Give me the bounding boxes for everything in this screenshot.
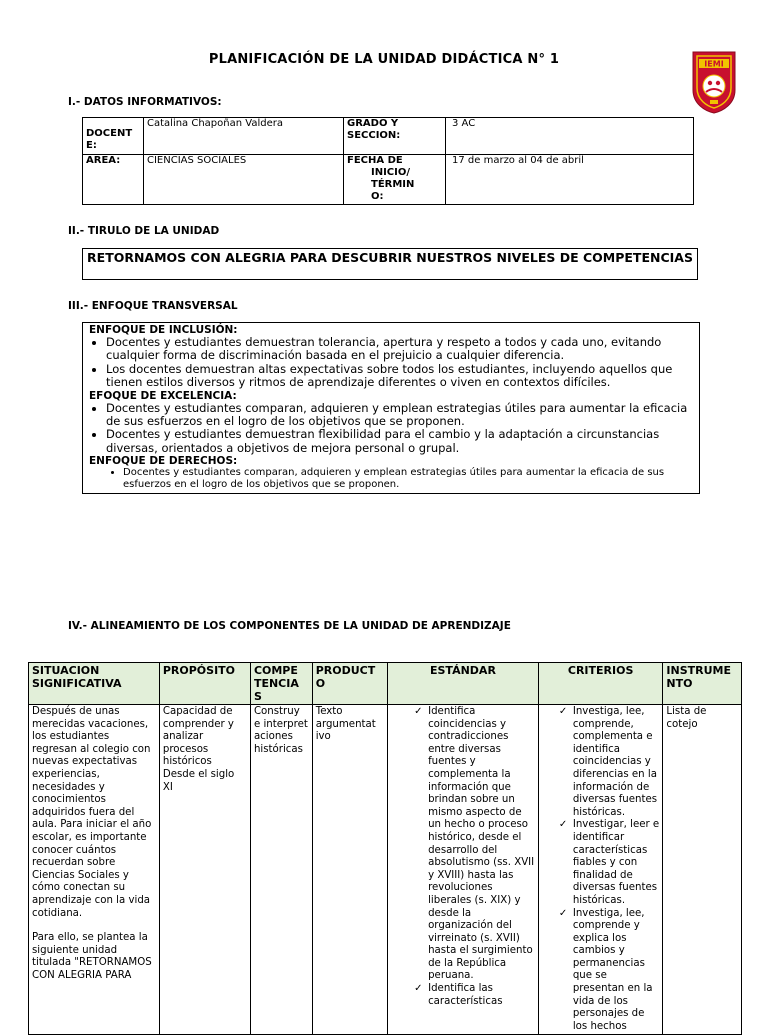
logo-text: IEMI bbox=[704, 59, 724, 69]
list-item: ✓ Investigar, leer e identificar características fiables y con finalidad de diversas fuentes históricas. bbox=[556, 819, 660, 907]
page-title: PLANIFICACIÓN DE LA UNIDAD DIDÁCTICA N° 1 bbox=[208, 52, 560, 67]
list-item: • Docentes y estudiantes demuestran flexibilidad para el cambio y la adaptación a circunstancias diversas, orientados a objetivos de mejora personal o grupal. bbox=[106, 428, 693, 455]
col-header-instrumento: INSTRUME NTO bbox=[663, 663, 742, 705]
section-heading-datos: I.- DATOS INFORMATIVOS: bbox=[68, 96, 222, 108]
enfoque-excelencia-title: EFOQUE DE EXCELENCIA: bbox=[89, 389, 237, 402]
list-item: ✓ Identifica coincidencias y contradicciones entre diversas fuentes y complementa la información que brindan sobre un mismo aspecto de un hecho o proceso histórico, desde el desarrollo del absolutismo (ss. XVII y XVIII) hasta las revoluciones liberales (s. XIX) y desde la organización del virreinato (s. XVII) hasta el surgimiento de la República peruana. bbox=[411, 706, 535, 983]
enfoque-inclusion-list bbox=[89, 336, 693, 390]
alineamiento-table bbox=[28, 662, 742, 1035]
cell-competencias: Construy e interpret aciones históricas bbox=[250, 705, 312, 1035]
section-heading-enfoque: III.- ENFOQUE TRANSVERSAL bbox=[68, 300, 238, 312]
col-header-criterios: CRITERIOS bbox=[538, 663, 663, 705]
docente-value: Catalina Chapoñan Valdera bbox=[144, 118, 344, 155]
enfoque-inclusion-title: ENFOQUE DE INCLUSIÓN: bbox=[89, 324, 238, 336]
school-crest-logo bbox=[690, 50, 738, 114]
list-item: ✓ Investiga, lee, comprende, complementa e identifica coincidencias y diferencias en la información de diversas fuentes históricas. bbox=[556, 706, 660, 819]
enfoque-excelencia-list bbox=[89, 402, 693, 456]
grado-value: 3 AC bbox=[446, 118, 694, 155]
col-header-estandar: ESTÁNDAR bbox=[388, 663, 539, 705]
fecha-value: 17 de marzo al 04 de abril bbox=[446, 155, 694, 205]
fecha-label: FECHA DE INICIO/ TÉRMIN O: bbox=[344, 155, 446, 205]
table-row bbox=[29, 705, 742, 1035]
enfoque-derechos-list bbox=[89, 467, 693, 490]
docente-label: DOCENT E: bbox=[83, 118, 144, 155]
cell-producto: Texto argumentat ivo bbox=[312, 705, 387, 1035]
col-header-proposito: PROPÓSITO bbox=[159, 663, 250, 705]
table-header-row bbox=[29, 663, 742, 705]
list-item: • Docentes y estudiantes demuestran tolerancia, apertura y respeto a todos y cada uno, evitando cualquier forma de discriminación basada en el prejuicio a cualquier diferencia. bbox=[106, 336, 693, 363]
list-item: ✓ Identifica las características bbox=[411, 983, 535, 1008]
col-header-competencias: COMPE TENCIA S bbox=[250, 663, 312, 705]
cell-criterios bbox=[538, 705, 663, 1035]
cell-estandar bbox=[388, 705, 539, 1035]
col-header-situacion: SITUACION SIGNIFICATIVA bbox=[29, 663, 160, 705]
list-item: ✓ Investiga, lee, comprende y explica los cambios y permanencias que se presentan en la vida de los personajes de los hechos bbox=[556, 908, 660, 1034]
cell-proposito: Capacidad de comprender y analizar procesos históricos Desde el siglo XI bbox=[159, 705, 250, 1035]
cell-situacion: Después de unas merecidas vacaciones, los estudiantes regresan al colegio con nuevas expectativas experiencias, necesidades y conocimientos adquiridos fuera del aula. Para iniciar el año escolar, es importante conocer cuántos recuerdan sobre Ciencias Sociales y cómo conectan su aprendizaje con la vida cotidiana. Para ello, se plantea la siguiente unidad titulada "RETORNAMOS CON ALEGRIA PARA bbox=[29, 705, 160, 1035]
list-item: • Los docentes demuestran altas expectativas sobre todos los estudiantes, incluyendo aquellos que tienen estilos diversos y ritmos de aprendizaje diferentes o viven en contextos difíciles. bbox=[106, 363, 693, 390]
section-heading-alineamiento: IV.- ALINEAMIENTO DE LOS COMPONENTES DE LA UNIDAD DE APRENDIZAJE bbox=[68, 620, 511, 632]
enfoque-transversal-box bbox=[82, 322, 700, 494]
list-item: • Docentes y estudiantes comparan, adquieren y emplean estrategias útiles para aumentar la eficacia de sus esfuerzos en el logro de los objetivos que se proponen. bbox=[123, 467, 693, 490]
enfoque-derechos-title: ENFOQUE DE DERECHOS: bbox=[89, 455, 238, 468]
cell-instrumento: Lista de cotejo bbox=[663, 705, 742, 1035]
list-item: • Docentes y estudiantes comparan, adquieren y emplean estrategias útiles para aumentar la eficacia de sus esfuerzos en el logro de los objetivos que se proponen. bbox=[106, 402, 693, 429]
unit-title-box: RETORNAMOS CON ALEGRIA PARA DESCUBRIR NUESTROS NIVELES DE COMPETENCIAS bbox=[82, 248, 698, 280]
section-heading-titulo: II.- TIRULO DE LA UNIDAD bbox=[68, 225, 220, 237]
col-header-producto: PRODUCT O bbox=[312, 663, 387, 705]
area-value: CIENCIAS SOCIALES bbox=[144, 155, 344, 205]
datos-informativos-table bbox=[82, 117, 694, 205]
grado-label: GRADO Y SECCION: bbox=[344, 118, 446, 155]
area-label: AREA: bbox=[83, 155, 144, 205]
